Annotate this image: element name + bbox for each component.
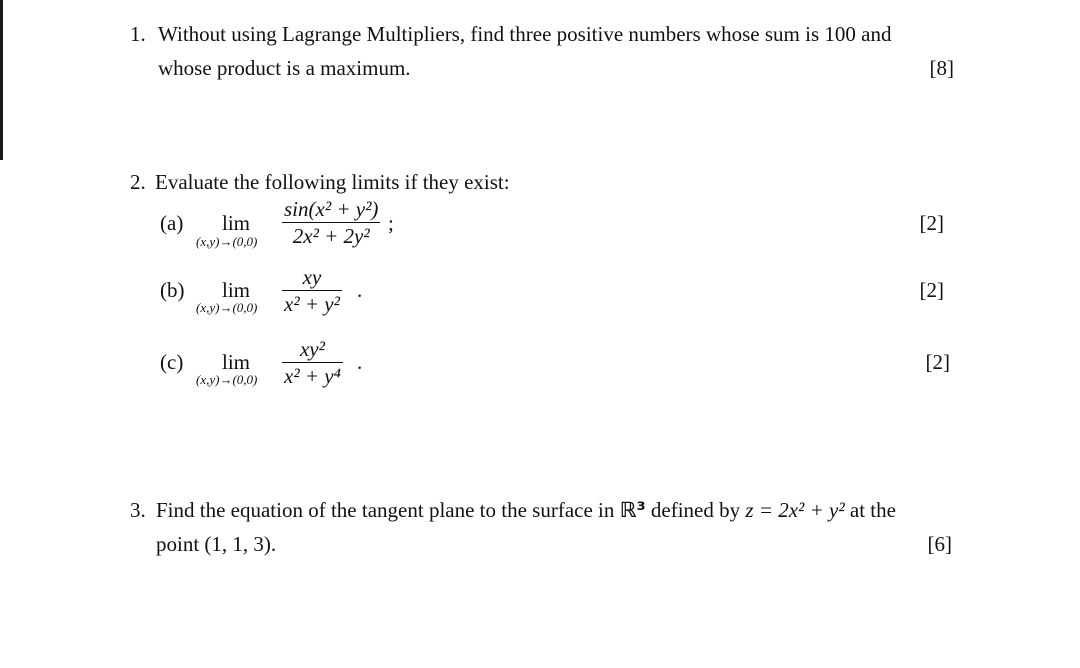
lim-operator: lim [221, 278, 250, 302]
real-space-symbol: ℝ³ [619, 498, 646, 522]
marks-label: [6] [927, 532, 952, 556]
lim-subscript: (x,y)→(0,0) [196, 300, 258, 315]
marks-label: [2] [925, 350, 950, 374]
fraction-numerator: xy² [299, 337, 325, 361]
question-intro: Evaluate the following limits if they exist: [155, 170, 510, 194]
question-number: 1. [130, 22, 146, 46]
part-label: (a) [160, 211, 184, 235]
question-number: 2. [130, 170, 146, 194]
lim-operator: lim [221, 211, 250, 235]
lim-operator: lim [221, 350, 250, 374]
question-text-line-2 [156, 532, 276, 557]
limit-fraction [282, 336, 343, 389]
question-text-line-1 [156, 498, 896, 523]
text-segment: defined by [650, 498, 741, 522]
marks-label: [2] [919, 211, 944, 235]
question-text-line-1: Without using Lagrange Multipliers, find three positive numbers whose sum is 100 and [158, 22, 892, 46]
lim-subscript: (x,y)→(0,0) [196, 234, 258, 249]
question-number: 3. [130, 498, 146, 522]
limit-fraction [282, 196, 380, 249]
surface-equation: z = 2x² + y² [745, 498, 845, 522]
point-coordinates: (1, 1, 3). [204, 532, 277, 556]
punctuation: ; [388, 211, 394, 235]
part-label: (c) [160, 350, 184, 374]
fraction-numerator: sin(x² + y²) [284, 197, 379, 221]
lim-subscript: (x,y)→(0,0) [196, 372, 258, 387]
part-label: (b) [160, 278, 185, 302]
question-text-line-2: whose product is a maximum. [158, 56, 411, 80]
marks-label: [8] [929, 56, 954, 80]
marks-label: [2] [919, 278, 944, 302]
page-edge-bar [0, 0, 3, 160]
text-segment: Find the equation of the tangent plane to the surface in [156, 498, 615, 522]
text-segment: point [156, 532, 200, 556]
punctuation: . [357, 350, 363, 374]
punctuation: . [357, 278, 363, 302]
fraction-numerator: xy [302, 265, 322, 289]
fraction-denominator: 2x² + 2y² [292, 224, 370, 248]
limit-fraction [282, 264, 342, 317]
text-segment: at the [849, 498, 896, 522]
fraction-denominator: x² + y⁴ [284, 364, 341, 388]
fraction-denominator: x² + y² [284, 292, 340, 316]
